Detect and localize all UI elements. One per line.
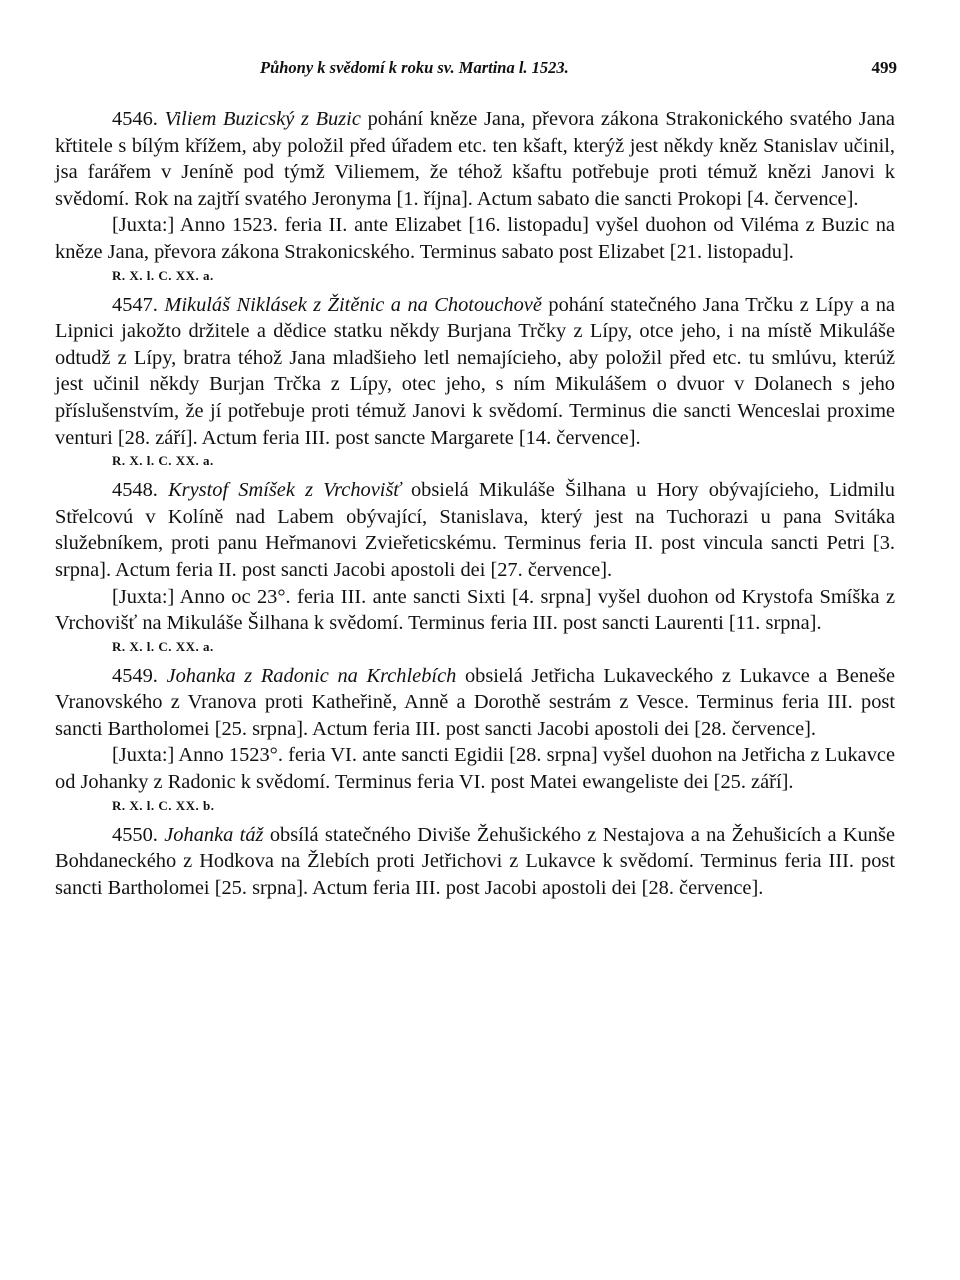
entry-number: 4549. xyxy=(112,664,158,687)
entry-4550 xyxy=(55,822,895,902)
entry-juxta: [Juxta:] Anno oc 23°. feria III. ante sancti Sixti [4. srpna] vyšel duohon od Krystofa Smíška z Vrchovišť na Mikuláše Šilhana k svědomí. Terminus feria III. post sancti Laurenti [11. srpna]. xyxy=(55,585,895,635)
entry-text: pohání kněze Jana, převora zákona Strakonického svatého Jana křtitele s bílým křížem, aby položil před úřadem etc. ten kšaft, kterýž jest někdy kněz Stanislav učinil, jsa farářem v Jeníně pod týmž Viliemem, že téhož kšaftu potřebuje proti témuž knězi Janovi k svědomí. Rok na zajtří svatého Jeronyma [1. října]. Actum sabato die sancti Prokopi [4. července]. xyxy=(55,108,895,210)
page xyxy=(55,58,895,901)
entry-siglum: R. X. l. C. XX. a. xyxy=(112,267,214,283)
entry-siglum: R. X. l. C. XX. a. xyxy=(112,638,214,654)
entry-text: pohání statečného Jana Trčku z Lípy a na Lipnici jakožto držitele a dědice statku někdy Burjana Trčky z Lípy, otce jeho, i na místě Mikuláše odtudž z Lípy, bratra téhož Jana mladšieho letl nemajícieho, aby položil před etc. tu smlúvu, kterúž jest učinil někdy Burjan Trčka z Lípy, otec jeho, s ním Mikulášem o dvuor v Dolanech s jeho příslušenstvím, že jí potřebuje proti témuž Janovi k svědomí. Terminus die sancti Wenceslai proxime venturi [28. září]. Actum feria III. post sancte Margarete [14. července]. xyxy=(55,293,895,449)
page-header xyxy=(55,58,895,88)
running-title: Půhony k svědomí k roku sv. Martina l. 1523. xyxy=(260,58,569,77)
entry-4548 xyxy=(55,477,895,656)
entry-parties: Mikuláš Niklásek z Žitěnic a na Chotouchově xyxy=(164,293,542,316)
entry-4546 xyxy=(55,106,895,285)
entry-paragraph xyxy=(55,477,895,583)
entry-parties: Krystof Smíšek z Vrchovišť xyxy=(168,479,401,502)
entry-4547 xyxy=(55,292,895,471)
entry-paragraph xyxy=(55,106,895,212)
entry-juxta: [Juxta:] Anno 1523°. feria VI. ante sancti Egidii [28. srpna] vyšel duohon na Jetřicha z Lukavce od Johanky z Radonic k svědomí. Terminus feria VI. post Matei ewangeliste dei [25. září]. xyxy=(55,744,895,794)
entry-number: 4550. xyxy=(112,823,158,846)
entry-number: 4547. xyxy=(112,293,158,316)
entry-text: obsílá statečného Diviše Žehušického z Nestajova a na Žehušicích a Kunše Bohdaneckého z Hodkova na Žlebích proti Jetřichovi z Lukavce k svědomí. Terminus feria III. post sancti Bartholomei [25. srpna]. Actum feria III. post Jacobi apostoli dei [28. července]. xyxy=(55,823,895,899)
entry-4549 xyxy=(55,663,895,815)
entry-parties: Johanka z Radonic na Krchlebích xyxy=(166,664,457,687)
entry-text: obsielá Mikuláše Šilhana u Hory obývajícieho, Lidmilu Střelcovú v Kolíně nad Labem obývající, Stanislava, který jest na Tuchorazi u pana Svitáka služebníkem, proti panu Heřmanovi Zvieřeticskému. Terminus feria II. post vincula sancti Petri [3. srpna]. Actum feria II. post sancti Jacobi apostoli dei [27. července]. xyxy=(55,479,895,581)
entry-parties: Viliem Buzicský z Buzic xyxy=(164,108,361,130)
entry-number: 4546. xyxy=(112,108,158,130)
entry-paragraph xyxy=(55,822,895,902)
entry-parties: Johanka táž xyxy=(164,823,264,846)
entry-paragraph xyxy=(55,663,895,743)
page-number: 499 xyxy=(871,58,897,77)
entry-text: obsielá Jetřicha Lukaveckého z Lukavce a Beneše Vranovského z Vranova proti Katheřině, Anně a Dorothě sestrám z Vesce. Terminus feria III. post sancti Bartholomei [25. srpna]. Actum feria III. post sancti Jacobi apostoli dei [28. července]. xyxy=(55,664,895,740)
entry-number: 4548. xyxy=(112,479,158,502)
entry-juxta: [Juxta:] Anno 1523. feria II. ante Elizabet [16. listopadu] vyšel duohon od Viléma z Buzic na kněze Jana, převora zákona Strakonicského. Terminus sabato post Elizabet [21. listopadu]. xyxy=(55,214,895,263)
entry-siglum: R. X. l. C. XX. b. xyxy=(112,797,215,813)
entry-siglum: R. X. l. C. XX. a. xyxy=(112,453,214,469)
entry-paragraph xyxy=(55,292,895,452)
